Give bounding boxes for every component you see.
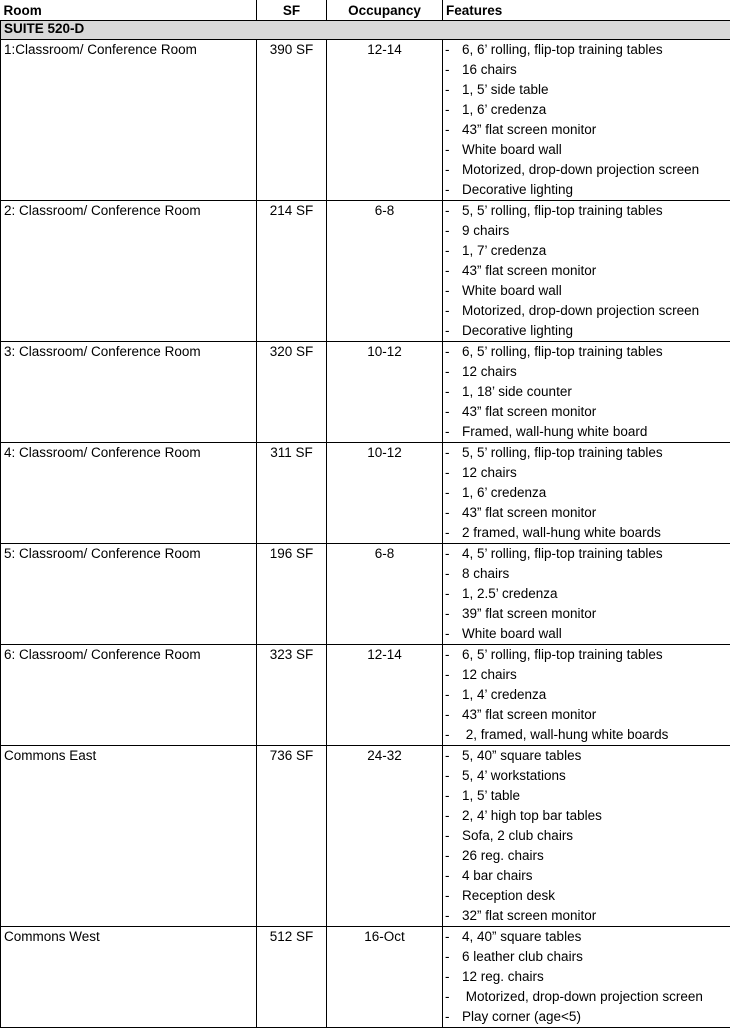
bullet-dash: - bbox=[443, 766, 462, 786]
feature-item bbox=[443, 665, 730, 685]
feature-item bbox=[443, 80, 730, 100]
feature-text: 1, 6’ credenza bbox=[462, 485, 546, 500]
bullet-dash: - bbox=[443, 866, 462, 886]
feature-item bbox=[443, 927, 730, 947]
feature-text: 16 chairs bbox=[462, 62, 517, 77]
feature-text: 6, 5’ rolling, flip-top training tables bbox=[462, 344, 663, 359]
feature-item bbox=[443, 402, 730, 422]
feature-text: Motorized, drop-down projection screen bbox=[462, 162, 699, 177]
bullet-dash: - bbox=[443, 221, 462, 241]
feature-text: White board wall bbox=[462, 626, 562, 641]
bullet-dash: - bbox=[443, 301, 462, 321]
bullet-dash: - bbox=[443, 1007, 462, 1027]
table-row bbox=[1, 342, 730, 443]
room-name: 5: Classroom/ Conference Room bbox=[1, 544, 257, 645]
feature-item bbox=[443, 846, 730, 866]
room-occupancy: 16-Oct bbox=[327, 927, 443, 1028]
feature-text: Decorative lighting bbox=[462, 182, 573, 197]
bullet-dash: - bbox=[443, 987, 462, 1007]
feature-item bbox=[443, 483, 730, 503]
feature-item bbox=[443, 140, 730, 160]
feature-item bbox=[443, 100, 730, 120]
bullet-dash: - bbox=[443, 705, 462, 725]
room-features bbox=[443, 927, 730, 1028]
room-occupancy: 10-12 bbox=[327, 342, 443, 443]
feature-text: 43” flat screen monitor bbox=[462, 263, 596, 278]
bullet-dash: - bbox=[443, 806, 462, 826]
room-name: 6: Classroom/ Conference Room bbox=[1, 645, 257, 746]
feature-item bbox=[443, 60, 730, 80]
bullet-dash: - bbox=[443, 564, 462, 584]
room-features bbox=[443, 544, 730, 645]
feature-item bbox=[443, 624, 730, 644]
feature-text: 43” flat screen monitor bbox=[462, 707, 596, 722]
room-features bbox=[443, 342, 730, 443]
feature-item bbox=[443, 866, 730, 886]
feature-item bbox=[443, 221, 730, 241]
feature-item bbox=[443, 443, 730, 463]
bullet-dash: - bbox=[443, 443, 462, 463]
feature-text: White board wall bbox=[462, 283, 562, 298]
feature-item bbox=[443, 342, 730, 362]
bullet-dash: - bbox=[443, 886, 462, 906]
feature-item bbox=[443, 705, 730, 725]
bullet-dash: - bbox=[443, 160, 462, 180]
room-name: Commons East bbox=[1, 746, 257, 927]
feature-text: 12 chairs bbox=[462, 465, 517, 480]
room-occupancy: 12-14 bbox=[327, 40, 443, 201]
bullet-dash: - bbox=[443, 927, 462, 947]
bullet-dash: - bbox=[443, 503, 462, 523]
bullet-dash: - bbox=[443, 281, 462, 301]
bullet-dash: - bbox=[443, 906, 462, 926]
feature-item bbox=[443, 201, 730, 221]
header-row bbox=[1, 0, 730, 21]
bullet-dash: - bbox=[443, 483, 462, 503]
feature-text: Motorized, drop-down projection screen bbox=[462, 303, 699, 318]
feature-item bbox=[443, 886, 730, 906]
table-row bbox=[1, 544, 730, 645]
room-sf: 512 SF bbox=[257, 927, 327, 1028]
bullet-dash: - bbox=[443, 826, 462, 846]
feature-item bbox=[443, 947, 730, 967]
feature-text: 12 chairs bbox=[462, 364, 517, 379]
room-sf: 323 SF bbox=[257, 645, 327, 746]
feature-text: 1, 2.5’ credenza bbox=[462, 586, 558, 601]
feature-item bbox=[443, 786, 730, 806]
table-row bbox=[1, 443, 730, 544]
bullet-dash: - bbox=[443, 120, 462, 140]
bullet-dash: - bbox=[443, 180, 462, 200]
bullet-dash: - bbox=[443, 80, 462, 100]
header-room: Room bbox=[1, 0, 257, 21]
feature-text: 4, 5’ rolling, flip-top training tables bbox=[462, 546, 663, 561]
feature-text: 1, 18’ side counter bbox=[462, 384, 572, 399]
feature-text: 1, 5’ table bbox=[462, 788, 520, 803]
feature-item bbox=[443, 645, 730, 665]
feature-text: 12 reg. chairs bbox=[462, 969, 544, 984]
bullet-dash: - bbox=[443, 544, 462, 564]
table-body bbox=[1, 21, 730, 1028]
feature-text: Sofa, 2 club chairs bbox=[462, 828, 573, 843]
feature-text: 1, 5’ side table bbox=[462, 82, 549, 97]
bullet-dash: - bbox=[443, 523, 462, 543]
room-sf: 196 SF bbox=[257, 544, 327, 645]
feature-item bbox=[443, 746, 730, 766]
section-title: SUITE 520-D bbox=[1, 21, 730, 40]
bullet-dash: - bbox=[443, 746, 462, 766]
room-occupancy: 24-32 bbox=[327, 746, 443, 927]
feature-item bbox=[443, 301, 730, 321]
feature-item bbox=[443, 160, 730, 180]
feature-text: 43” flat screen monitor bbox=[462, 122, 596, 137]
bullet-dash: - bbox=[443, 604, 462, 624]
feature-item bbox=[443, 261, 730, 281]
feature-text: Decorative lighting bbox=[462, 323, 573, 338]
feature-text: 26 reg. chairs bbox=[462, 848, 544, 863]
bullet-dash: - bbox=[443, 362, 462, 382]
bullet-dash: - bbox=[443, 645, 462, 665]
feature-item bbox=[443, 422, 730, 442]
room-occupancy: 6-8 bbox=[327, 544, 443, 645]
room-sf: 390 SF bbox=[257, 40, 327, 201]
feature-item bbox=[443, 463, 730, 483]
bullet-dash: - bbox=[443, 624, 462, 644]
header-features: Features bbox=[443, 0, 730, 21]
bullet-dash: - bbox=[443, 40, 462, 60]
feature-item bbox=[443, 1007, 730, 1027]
bullet-dash: - bbox=[443, 584, 462, 604]
feature-text: 2, framed, wall-hung white boards bbox=[462, 727, 668, 742]
bullet-dash: - bbox=[443, 947, 462, 967]
bullet-dash: - bbox=[443, 402, 462, 422]
bullet-dash: - bbox=[443, 665, 462, 685]
feature-item bbox=[443, 987, 730, 1007]
feature-text: Play corner (age<5) bbox=[462, 1009, 581, 1024]
feature-text: 9 chairs bbox=[462, 223, 509, 238]
feature-text: 43” flat screen monitor bbox=[462, 404, 596, 419]
feature-text: 39” flat screen monitor bbox=[462, 606, 596, 621]
feature-item bbox=[443, 40, 730, 60]
bullet-dash: - bbox=[443, 241, 462, 261]
feature-item bbox=[443, 564, 730, 584]
feature-text: Framed, wall-hung white board bbox=[462, 424, 647, 439]
feature-text: Motorized, drop-down projection screen bbox=[462, 989, 703, 1004]
bullet-dash: - bbox=[443, 463, 462, 483]
feature-item bbox=[443, 725, 730, 745]
feature-text: 5, 4’ workstations bbox=[462, 768, 566, 783]
feature-item bbox=[443, 544, 730, 564]
bullet-dash: - bbox=[443, 725, 462, 745]
table-row bbox=[1, 746, 730, 927]
feature-item bbox=[443, 906, 730, 926]
bullet-dash: - bbox=[443, 382, 462, 402]
room-features bbox=[443, 746, 730, 927]
room-sf: 311 SF bbox=[257, 443, 327, 544]
feature-text: 1, 4’ credenza bbox=[462, 687, 546, 702]
table-row bbox=[1, 40, 730, 201]
feature-text: 5, 5’ rolling, flip-top training tables bbox=[462, 445, 663, 460]
bullet-dash: - bbox=[443, 422, 462, 442]
bullet-dash: - bbox=[443, 967, 462, 987]
room-sf: 214 SF bbox=[257, 201, 327, 342]
section-row bbox=[1, 21, 730, 40]
room-sf: 736 SF bbox=[257, 746, 327, 927]
room-occupancy: 6-8 bbox=[327, 201, 443, 342]
room-name: 2: Classroom/ Conference Room bbox=[1, 201, 257, 342]
table-row bbox=[1, 927, 730, 1028]
bullet-dash: - bbox=[443, 321, 462, 341]
room-occupancy: 10-12 bbox=[327, 443, 443, 544]
feature-item bbox=[443, 382, 730, 402]
feature-text: Reception desk bbox=[462, 888, 555, 903]
bullet-dash: - bbox=[443, 140, 462, 160]
room-name: Commons West bbox=[1, 927, 257, 1028]
feature-text: 5, 40” square tables bbox=[462, 748, 581, 763]
feature-item bbox=[443, 685, 730, 705]
feature-text: 6 leather club chairs bbox=[462, 949, 583, 964]
feature-item bbox=[443, 362, 730, 382]
bullet-dash: - bbox=[443, 100, 462, 120]
feature-item bbox=[443, 241, 730, 261]
feature-item bbox=[443, 281, 730, 301]
feature-text: 43” flat screen monitor bbox=[462, 505, 596, 520]
feature-text: 1, 7’ credenza bbox=[462, 243, 546, 258]
feature-text: 5, 5’ rolling, flip-top training tables bbox=[462, 203, 663, 218]
header-occupancy: Occupancy bbox=[327, 0, 443, 21]
room-name: 1:Classroom/ Conference Room bbox=[1, 40, 257, 201]
feature-item bbox=[443, 503, 730, 523]
table-row bbox=[1, 201, 730, 342]
room-features bbox=[443, 645, 730, 746]
header-sf: SF bbox=[257, 0, 327, 21]
feature-text: 6, 5’ rolling, flip-top training tables bbox=[462, 647, 663, 662]
feature-item bbox=[443, 967, 730, 987]
room-name: 4: Classroom/ Conference Room bbox=[1, 443, 257, 544]
feature-text: White board wall bbox=[462, 142, 562, 157]
room-occupancy: 12-14 bbox=[327, 645, 443, 746]
feature-text: 1, 6’ credenza bbox=[462, 102, 546, 117]
feature-item bbox=[443, 180, 730, 200]
feature-text: 4, 40” square tables bbox=[462, 929, 581, 944]
feature-text: 2, 4’ high top bar tables bbox=[462, 808, 602, 823]
feature-text: 6, 6’ rolling, flip-top training tables bbox=[462, 42, 663, 57]
feature-item bbox=[443, 584, 730, 604]
feature-text: 2 framed, wall-hung white boards bbox=[462, 525, 661, 540]
bullet-dash: - bbox=[443, 201, 462, 221]
room-sf: 320 SF bbox=[257, 342, 327, 443]
feature-text: 8 chairs bbox=[462, 566, 509, 581]
bullet-dash: - bbox=[443, 685, 462, 705]
feature-item bbox=[443, 120, 730, 140]
feature-item bbox=[443, 604, 730, 624]
feature-item bbox=[443, 766, 730, 786]
feature-item bbox=[443, 806, 730, 826]
bullet-dash: - bbox=[443, 261, 462, 281]
room-features bbox=[443, 443, 730, 544]
feature-item bbox=[443, 321, 730, 341]
bullet-dash: - bbox=[443, 846, 462, 866]
room-features bbox=[443, 40, 730, 201]
feature-text: 12 chairs bbox=[462, 667, 517, 682]
room-features bbox=[443, 201, 730, 342]
feature-text: 32” flat screen monitor bbox=[462, 908, 596, 923]
bullet-dash: - bbox=[443, 342, 462, 362]
bullet-dash: - bbox=[443, 60, 462, 80]
bullet-dash: - bbox=[443, 786, 462, 806]
room-name: 3: Classroom/ Conference Room bbox=[1, 342, 257, 443]
feature-text: 4 bar chairs bbox=[462, 868, 533, 883]
feature-item bbox=[443, 826, 730, 846]
table-row bbox=[1, 645, 730, 746]
feature-item bbox=[443, 523, 730, 543]
